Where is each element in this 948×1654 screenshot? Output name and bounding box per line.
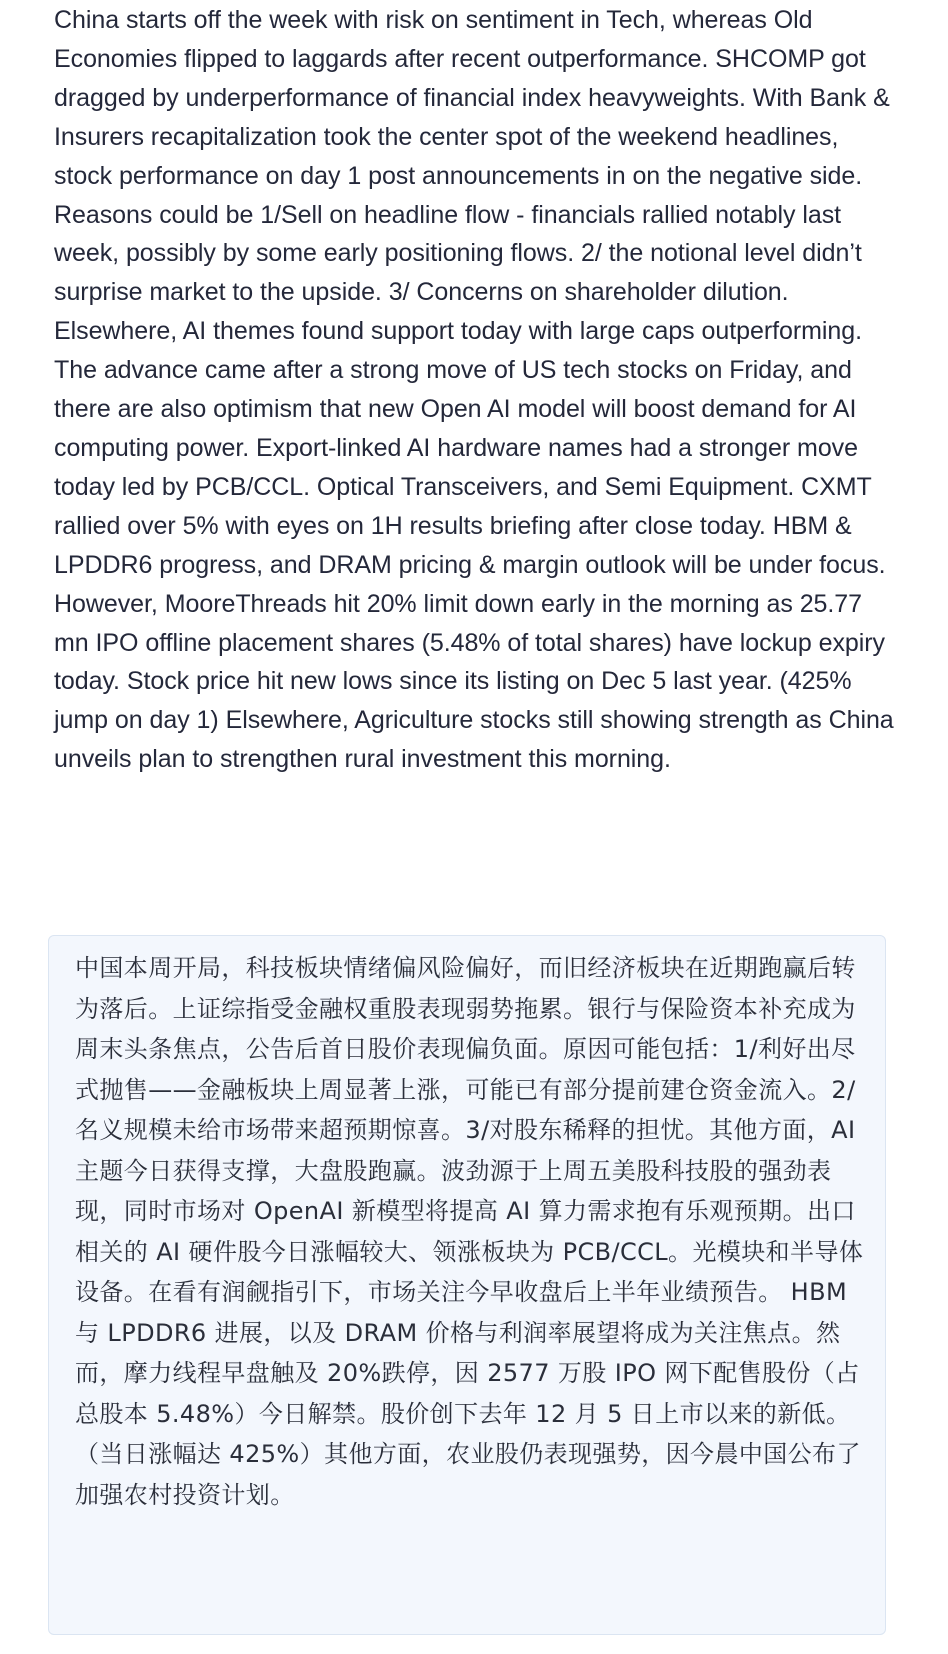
chinese-translation-box [48,935,886,1635]
chinese-summary-paragraph: 中国本周开局，科技板块情绪偏风险偏好，而旧经济板块在近期跑赢后转为落后。上证综指受金融权重股表现弱势拖累。银行与保险资本补充成为周末头条焦点，公告后首日股价表现偏负面。原因可能包括：1/利好出尽式抛售——金融板块上周显著上涨，可能已有部分提前建仓资金流入。2/名义规模未给市场带来超预期惊喜。3/对股东稀释的担忧。其他方面，AI主题今日获得支撑，大盘股跑赢。波劲源于上周五美股科技股的强劲表现，同时市场对 OpenAI 新模型将提高 AI 算力需求抱有乐观预期。出口相关的 AI 硬件股今日涨幅较大、领涨板块为 PCB/CCL。光模块和半导体设备。在看有润觎指引下，市场关注今早收盘后上半年业绩预告。 HBM 与 LPDDR6 进展，以及 DRAM 价格与利润率展望将成为关注焦点。然而，摩力线程早盘触及 20%跌停，因 2577 万股 IPO 网下配售股份（占总股本 5.48%）今日解禁。股价创下去年 12 月 5 日上市以来的新低。（当日涨幅达 425%）其他方面，农业股仍表现强势，因今晨中国公布了加强农村投资计划。 [75,954,864,1509]
english-summary-paragraph: China starts off the week with risk on sentiment in Tech, whereas Old Economies flipped to laggards after recent outperformance. SHCOMP got dragged by underperformance of financial index heavyweights. With Bank & Insurers recapitalization took the center spot of the weekend headlines, stock performance on day 1 post announcements in on the negative side. Reasons could be 1/Sell on headline flow - financials rallied notably last week, possibly by some early positioning flows. 2/ the notional level didn’t surprise market to the upside. 3/ Concerns on shareholder dilution. Elsewhere, AI themes found support today with large caps outperforming. The advance came after a strong move of US tech stocks on Friday, and there are also optimism that new Open AI model will boost demand for AI computing power. Export-linked AI hardware names had a stronger move today led by PCB/CCL. Optical Transceivers, and Semi Equipment. CXMT rallied over 5% with eyes on 1H results briefing after close today. HBM & LPDDR6 progress, and DRAM pricing & margin outlook will be under focus. However, MooreThreads hit 20% limit down early in the morning as 25.77 mn IPO offline placement shares (5.48% of total shares) have lockup expiry today. Stock price hit new lows since its listing on Dec 5 last year. (425% jump on day 1) Elsewhere, Agriculture stocks still showing strength as China unveils plan to strengthen rural investment this morning. [54,6,894,774]
